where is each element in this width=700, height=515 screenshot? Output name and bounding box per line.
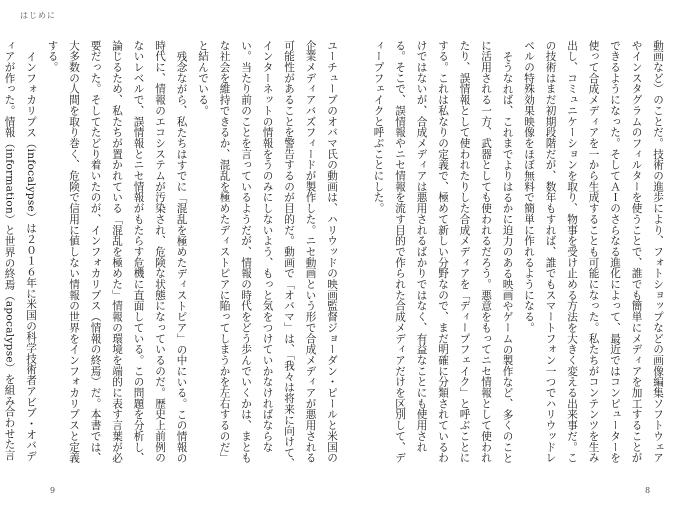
left-paragraph-2: 残念ながら、私たちはすでに「混乱を極めたディストピア」の中にいる。この情報の時代に、情報のエコシステムが汚染され、危険な状態になっているのだ。歴史上前例のないレベルで、誤情報とニセ情報がもたらす危機に直面している。この問題を分析し、論じるため、私たちが置かれている「混乱を極めた」情報の環境を端的に表す言葉が必要だった。そしてたどり着いたのが、インフォカリプス（情報の終焉）だ。本書では、大多数の人間を取り巻く、危険で信用に値しない情報の世界をインフォカリプスと定義する。 [46,40,188,464]
running-head: はじめに [20,11,56,20]
page-number-left: 9 [50,486,56,495]
left-paragraph-3: インフォカリプス（infocalypse）は２０１６年に米国の科学技術者アビブ・オバディアが作った。情報（information）と世界の終焉（apocalypse）を組み合わせた言 [3,40,37,462]
right-page-text [372,40,668,470]
left-page-text [3,40,342,470]
page-number-right: 8 [645,486,651,495]
left-paragraph-1: ユーチューブのオバマ氏の動画は、ハリウッドの映画監督ジョーダン・ピールと米国の企業メディアバズフィードが製作した。ニセ動画という形で合成メディアが悪用される可能性があることを警告するのが目的だ。動画で「オバマ」は、「我々は将来に向けて、インターネットの情報をうのみにしないよう、もっと気をつけていかなければならない。当たり前のことを言っているようだが、情報の時代をどう歩んでいくかは、まともな社会を維持できるか、混乱を極めたディストピアに陥ってしまうかを左右するのだ」と結んでいる。 [197,40,338,469]
right-paragraph-2: そうなれば、これまでよりはるかに迫力のある映画やゲームの製作など、多くのことに活用される一方、武器としても使われるだろう。悪意をもってニセ情報として使われたり、誤情報として使われたりした合成メディアを「ディープフェイク」と呼ぶことにする。これは私なりの定義で、極めて新しい分野なので、まだ明確に分類されているわけではないが、合成メディアは悪用されるばかりではなく、有益なことにも使用される。そこで、誤情報やニセ情報を流す目的で作られた合成メディアだけを区別して、ディープフェイクと呼ぶことにした。 [372,40,514,464]
right-paragraph-1: 動画など）のことだ。技術の進歩により、フォトショップなどの画像編集ソフトウェアやインスタグラムのフィルターを使うことで、誰でも簡単にメディアを加工することができるようになった。そしてＡＩのさらなる進化によって、最近ではコンピューターを使って合成メディアを一から生成することも可能になった。私たちがコンテンツを生み出し、コミュニケーションを取り、物事を受け止める方法を大きく変える出来事だ。この技術はまだ初期段階だが、数年もすれば、誰でもスマートフォン一つでハリウッドレベルの特殊効果映像をほぼ無料で簡単に作れるようになる。 [523,40,664,464]
